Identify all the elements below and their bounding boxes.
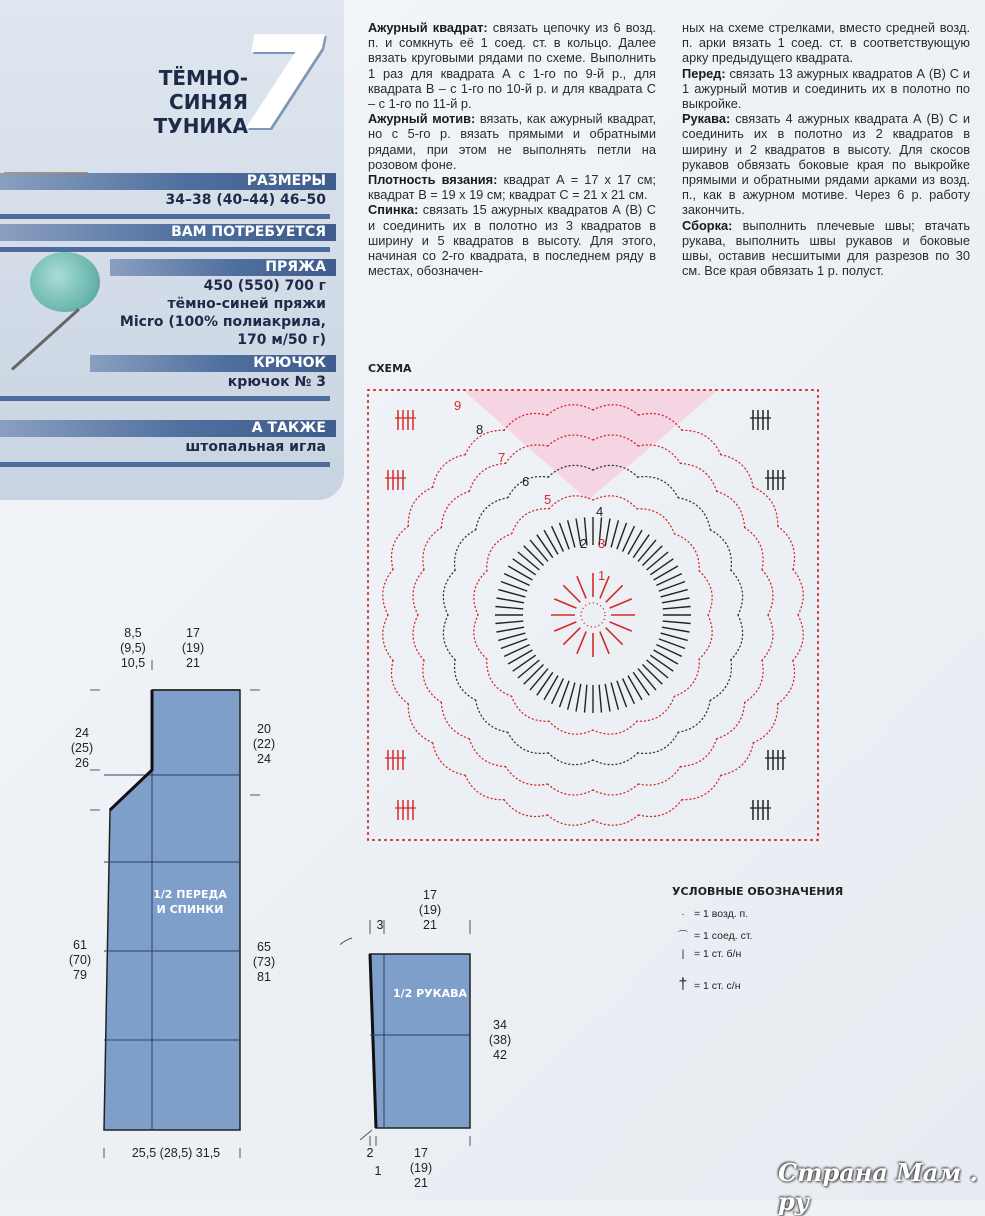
chain-arch	[487, 534, 512, 571]
stitch-mark	[638, 540, 656, 562]
dim-value: 61	[73, 938, 87, 952]
chain-arch	[638, 732, 678, 753]
chain-arch	[639, 800, 682, 817]
chain-stitch-icon: ·	[681, 908, 685, 920]
instruction-heading: Ажурный мотив:	[368, 111, 476, 127]
stitch-mark	[530, 540, 548, 562]
instruction-heading: Ажурный квадрат:	[368, 20, 488, 35]
chain-arch	[391, 661, 408, 704]
sleeve-dim-right	[480, 1018, 520, 1063]
sleeve-top-edge: 3	[376, 918, 384, 932]
stitch-mark	[544, 530, 558, 554]
inner-stitch	[563, 585, 580, 602]
chain-arch	[469, 463, 505, 491]
chain-arch	[699, 615, 712, 659]
stitch-mark	[568, 520, 575, 547]
chain-arch	[548, 753, 593, 765]
chain-arch	[753, 487, 777, 526]
stitch-mark	[497, 627, 525, 632]
dim-value: 10,5	[120, 656, 146, 670]
stitch-mark	[495, 607, 523, 609]
instruction-paragraph	[682, 20, 970, 66]
stitch-mark	[544, 676, 558, 700]
title-line: ТЁМНО-	[158, 66, 248, 90]
chain-arch	[721, 455, 754, 488]
chain-arch	[682, 430, 721, 454]
chain-arch	[762, 570, 773, 615]
chain-arch	[549, 721, 593, 734]
slip-stitch-icon: ⌒	[677, 930, 689, 942]
inner-stitch	[554, 622, 576, 631]
dim-value: 24	[257, 752, 271, 766]
chain-arch	[593, 753, 638, 765]
stitch-mark	[585, 685, 587, 713]
info-panel	[0, 0, 344, 500]
inner-stitch	[577, 576, 586, 598]
row-number: 4	[596, 504, 604, 519]
stitch-mark	[508, 650, 532, 664]
stitch-mark	[611, 520, 618, 547]
sleeve-bottom-edge-a: 2	[366, 1146, 374, 1160]
stitch-mark	[650, 559, 673, 575]
corner-stitch-group	[395, 800, 416, 820]
inner-stitch	[610, 599, 632, 608]
chain-arch	[637, 509, 674, 534]
title-line: ТУНИКА	[153, 114, 248, 138]
dim-value: 17	[423, 888, 437, 902]
chain-arch	[455, 530, 476, 570]
chain-arch	[793, 615, 803, 661]
dim-value: 8,5	[124, 626, 142, 640]
also-value: штопальная игла	[185, 439, 326, 455]
dim-value: (25)	[70, 741, 94, 755]
inner-stitch	[577, 632, 586, 654]
chain-arch	[476, 700, 508, 732]
yarn-band	[110, 259, 336, 276]
row-number: 6	[522, 474, 530, 489]
stitch-mark	[576, 684, 581, 712]
stitch-mark	[513, 559, 536, 575]
chain-arch	[443, 615, 455, 660]
corner-stitch-group	[765, 750, 786, 770]
chain-arch	[512, 696, 549, 721]
title-line: СИНЯЯ	[169, 90, 248, 114]
chain-arch	[476, 498, 508, 530]
hook-value: крючок № 3	[227, 374, 326, 390]
dim-value: 79	[73, 968, 87, 982]
chain-arch	[443, 570, 455, 615]
also-band	[0, 420, 336, 437]
dim-value: (70)	[68, 953, 92, 967]
dim-value: 24	[75, 726, 89, 740]
inner-stitch	[610, 622, 632, 631]
instruction-heading: Плотность вязания:	[368, 172, 498, 188]
dim-top-right	[168, 626, 218, 671]
chain-arch	[593, 784, 638, 795]
need-band	[0, 224, 336, 241]
instructions-column-1	[368, 20, 656, 278]
stitch-mark	[628, 676, 642, 700]
dim-value: (73)	[252, 955, 276, 969]
stitch-mark	[633, 535, 649, 558]
stitch-mark	[605, 519, 610, 547]
dim-value: 21	[414, 1176, 428, 1190]
chain-arch	[383, 569, 393, 615]
instruction-heading: Спинка:	[368, 202, 419, 218]
legend-label: = 1 ст. с/н	[694, 980, 741, 992]
instruction-text: связать 4 ажурных квадрата А (В) С и соединить их в полотно из 2 квадратов в ширину и 2 квадратов в высоту. Для скосов рукавов обвязать боковые края по выкройке прямыми и обратными рядами арками из возд. п., как в ажурном мотиве. Через 6 р. работу закончить.	[682, 111, 970, 218]
legend-item	[672, 908, 748, 920]
instruction-heading: Рукава:	[682, 111, 731, 127]
chain-arch	[408, 704, 432, 743]
legend-label: = 1 возд. п.	[694, 908, 749, 920]
chain-arch	[710, 530, 731, 570]
stitch-mark	[530, 669, 548, 691]
chain-arch	[717, 703, 745, 739]
stitch-mark	[513, 655, 536, 671]
chain-arch	[465, 775, 504, 799]
inner-stitch	[606, 585, 623, 602]
row-number: 7	[498, 450, 506, 465]
instruction-paragraph	[368, 111, 656, 172]
chain-arch	[441, 491, 469, 527]
stitch-mark	[537, 672, 553, 695]
chain-arch	[681, 463, 717, 491]
divider-stripe	[0, 396, 330, 401]
corner-stitch-group	[750, 410, 771, 430]
chain-arch	[699, 571, 712, 615]
row-number: 8	[476, 422, 484, 437]
dim-value: 26	[75, 756, 89, 770]
chain-arch	[512, 509, 549, 534]
instruction-paragraph	[368, 172, 656, 202]
site-watermark: Страна Мам . ру	[778, 1158, 978, 1216]
legend-title: УСЛОВНЫЕ ОБОЗНАЧЕНИЯ	[672, 885, 844, 898]
dim-value: 65	[257, 940, 271, 954]
chain-arch	[682, 775, 721, 799]
instruction-text: связать цепочку из 6 возд. п. и сомкнуть её 1 соед. ст. в кольцо. Далее вязать круговыми рядами по схеме. Выполнить 1 раз для квадрата А с 1-го по 9-й р., для квадрата В – с 1-го по 10-й р. и для квадрата С – с 1-го по 11-й р.	[368, 20, 656, 112]
row-number: 1	[598, 568, 606, 583]
dim-top-left	[108, 626, 158, 671]
schema-label: СХЕМА	[368, 362, 412, 375]
chain-arch	[433, 743, 466, 776]
crochet-hook-image	[11, 308, 80, 370]
chain-arch	[408, 487, 432, 526]
stitch-mark	[518, 660, 540, 678]
sleeve-dim-top	[405, 888, 455, 933]
chain-arch	[674, 659, 699, 696]
chain-arch	[433, 455, 466, 488]
corner-stitch-group	[385, 470, 406, 490]
chain-arch	[637, 696, 674, 721]
stitch-mark	[643, 546, 663, 566]
chain-arch	[487, 659, 512, 696]
pattern-title-line: 1/2 ПЕРЕДА	[153, 888, 227, 901]
chain-arch	[638, 477, 678, 498]
dim-right-lower	[244, 940, 284, 985]
corner-stitch-group	[385, 750, 406, 770]
stitch-mark	[599, 685, 601, 713]
need-label: ВАМ ПОТРЕБУЕТСЯ	[171, 224, 326, 240]
chain-arch	[638, 767, 680, 785]
instruction-text: ных на схеме стрелками, вместо средней возд. п. арки вязать 1 соед. ст. в соответствующую арку предыдущего квадрата.	[682, 20, 970, 66]
chain-arch	[469, 739, 505, 767]
dim-left-upper	[62, 726, 102, 771]
dim-right-upper	[244, 722, 284, 767]
stitch-mark	[650, 655, 673, 671]
stitch-mark	[497, 598, 525, 603]
chain-arch	[731, 615, 743, 660]
stitch-mark	[647, 552, 669, 570]
chain-arch	[721, 743, 754, 776]
stitch-mark	[498, 590, 525, 597]
sizes-label: РАЗМЕРЫ	[246, 173, 326, 189]
legend-label: = 1 ст. б/н	[694, 948, 742, 960]
chain-arch	[441, 703, 469, 739]
stitch-mark	[518, 552, 540, 570]
chain-arch	[504, 800, 547, 817]
dim-value: (19)	[418, 903, 442, 917]
stitch-mark	[524, 665, 544, 685]
stitch-mark	[495, 621, 523, 623]
chain-arch	[506, 767, 548, 785]
chain-arch	[413, 570, 424, 615]
stitch-mark	[537, 535, 553, 558]
pink-zone	[463, 390, 718, 500]
yarn-line: тёмно-синей пряжи	[167, 296, 326, 312]
row-number: 2	[580, 536, 588, 551]
chain-arch	[731, 570, 743, 615]
divider-stripe	[0, 462, 330, 467]
stitch-mark	[498, 633, 525, 640]
divider-stripe	[0, 214, 330, 219]
stitch-mark	[654, 650, 678, 664]
dim-value: 42	[493, 1048, 507, 1062]
instruction-paragraph	[682, 66, 970, 112]
chain-arch	[793, 569, 803, 615]
dim-value: (22)	[252, 737, 276, 751]
dim-value: 17	[414, 1146, 428, 1160]
stitch-mark	[638, 669, 656, 691]
stitch-mark	[661, 633, 688, 640]
yarn-ball-image	[30, 252, 100, 312]
chain-arch	[383, 615, 393, 661]
chain-arch	[778, 661, 795, 704]
instruction-text: выполнить плечевые швы; втачать рукава, выполнить швы рукавов и боковые швы, оставив несшитыми для разрезов по 30 см. Все края обвязать 1 р. полуст.	[682, 217, 970, 279]
chain-arch	[745, 528, 763, 570]
chain-arch	[681, 739, 717, 767]
stitch-mark	[633, 672, 649, 695]
chain-arch	[678, 498, 710, 530]
instruction-text: квадрат А = 17 х 17 см; квадрат В = 19 х 19 см; квадрат С = 21 х 21 см.	[368, 172, 656, 203]
legend-item	[672, 948, 741, 960]
chain-arch	[778, 526, 795, 569]
instructions-column-2	[682, 20, 970, 278]
stitch-mark	[628, 530, 642, 554]
instruction-heading: Перед:	[682, 65, 726, 81]
chain-arch	[423, 528, 441, 570]
dim-value: (38)	[488, 1033, 512, 1047]
yarn-line: Micro (100% полиакрила,	[119, 314, 326, 330]
chain-arch	[674, 534, 699, 571]
corner-stitch-group	[750, 800, 771, 820]
instruction-text: связать 13 ажурных квадратов А (В) С и 1 ажурный мотив и соединить их в полотно по выкройке.	[682, 65, 970, 112]
divider-stripe	[0, 247, 330, 252]
corner-stitch-group	[765, 470, 786, 490]
chain-arch	[474, 571, 487, 615]
project-number: 7	[236, 10, 326, 159]
dim-value: (19)	[181, 641, 205, 655]
dim-value: 21	[423, 918, 437, 932]
chain-arch	[548, 784, 593, 795]
instruction-paragraph	[368, 202, 656, 278]
stitch-mark	[647, 660, 669, 678]
legend-label: = 1 соед. ст.	[694, 930, 753, 942]
chain-arch	[474, 615, 487, 659]
dim-value: 21	[186, 656, 200, 670]
inner-stitch	[554, 599, 576, 608]
stitch-mark	[568, 683, 575, 710]
dim-value: 17	[186, 626, 200, 640]
yarn-line: 170 м/50 г)	[237, 332, 326, 348]
also-label: А ТАКЖЕ	[251, 420, 326, 436]
dim-left-lower	[58, 938, 102, 983]
row-number: 9	[454, 398, 462, 413]
chain-arch	[455, 660, 476, 700]
hook-band	[90, 355, 336, 372]
pattern-title-line: И СПИНКИ	[156, 903, 224, 916]
chain-arch	[593, 721, 637, 734]
chain-arch	[413, 615, 424, 660]
chain-arch	[508, 732, 548, 753]
chain-arch	[547, 815, 593, 825]
chain-arch	[745, 660, 763, 702]
sleeve-dim-bottom	[396, 1146, 446, 1191]
inner-stitch	[600, 632, 609, 654]
dim-value: (19)	[409, 1161, 433, 1175]
dim-value: 81	[257, 970, 271, 984]
instruction-heading: Сборка:	[682, 217, 733, 233]
crochet-chart	[358, 380, 828, 850]
legend-item	[672, 928, 752, 943]
chain-arch	[762, 615, 773, 660]
stitch-mark	[654, 566, 678, 580]
chain-arch	[710, 660, 731, 700]
instruction-paragraph	[368, 20, 656, 111]
dim-value: (9,5)	[120, 641, 146, 655]
stitch-mark	[508, 566, 532, 580]
stitch-mark	[663, 621, 691, 623]
instruction-paragraph	[682, 218, 970, 279]
chain-arch	[423, 660, 441, 702]
stitch-mark	[524, 546, 544, 566]
sizes-band	[0, 173, 336, 190]
yarn-label: ПРЯЖА	[265, 259, 326, 275]
corner-stitch-group	[395, 410, 416, 430]
sizes-value: 34–38 (40–44) 46–50	[165, 192, 326, 208]
chain-arch	[678, 700, 710, 732]
stitch-mark	[605, 684, 610, 712]
stitch-mark	[611, 683, 618, 710]
stitch-mark	[661, 590, 688, 597]
sleeve-bottom-edge-b: 1	[374, 1164, 382, 1178]
stitch-mark	[643, 665, 663, 685]
stitch-mark	[662, 627, 690, 632]
single-crochet-icon: |	[681, 948, 685, 960]
dim-value: 20	[257, 722, 271, 736]
instruction-paragraph	[682, 111, 970, 217]
legend-item	[672, 976, 741, 994]
stitch-mark	[663, 607, 691, 609]
dim-bottom: 25,5 (28,5) 31,5	[131, 1146, 221, 1160]
inner-stitch	[563, 628, 580, 645]
hook-label: КРЮЧОК	[253, 355, 326, 371]
project-title	[88, 66, 248, 138]
center-ring	[581, 603, 605, 627]
yarn-line: 450 (550) 700 г	[203, 278, 326, 294]
body-pattern-title	[140, 887, 240, 917]
chain-arch	[593, 815, 639, 825]
instruction-text: связать 15 ажурных квадратов А (В) С и соединить их в полотно из 3 квадратов в ширину и 5 квадратов в высоту. Для этого, начиная со 2-го квадрата, в последнем ряду в местах, обозначен-	[368, 202, 656, 279]
inner-stitch	[606, 628, 623, 645]
double-crochet-icon: †	[678, 976, 688, 993]
chain-arch	[391, 526, 408, 569]
stitch-mark	[662, 598, 690, 603]
row-number: 3	[598, 536, 606, 551]
dim-value: 34	[493, 1018, 507, 1032]
chain-arch	[717, 491, 745, 527]
chain-arch	[753, 704, 777, 743]
sleeve-pattern-title: 1/2 РУКАВА	[392, 987, 468, 1000]
instruction-text: вязать, как ажурный квадрат, но с 5-го р. вязать прямыми и обратными рядами, при этом не выполнять петли на розовом фоне.	[368, 111, 656, 172]
row-number: 5	[544, 492, 552, 507]
